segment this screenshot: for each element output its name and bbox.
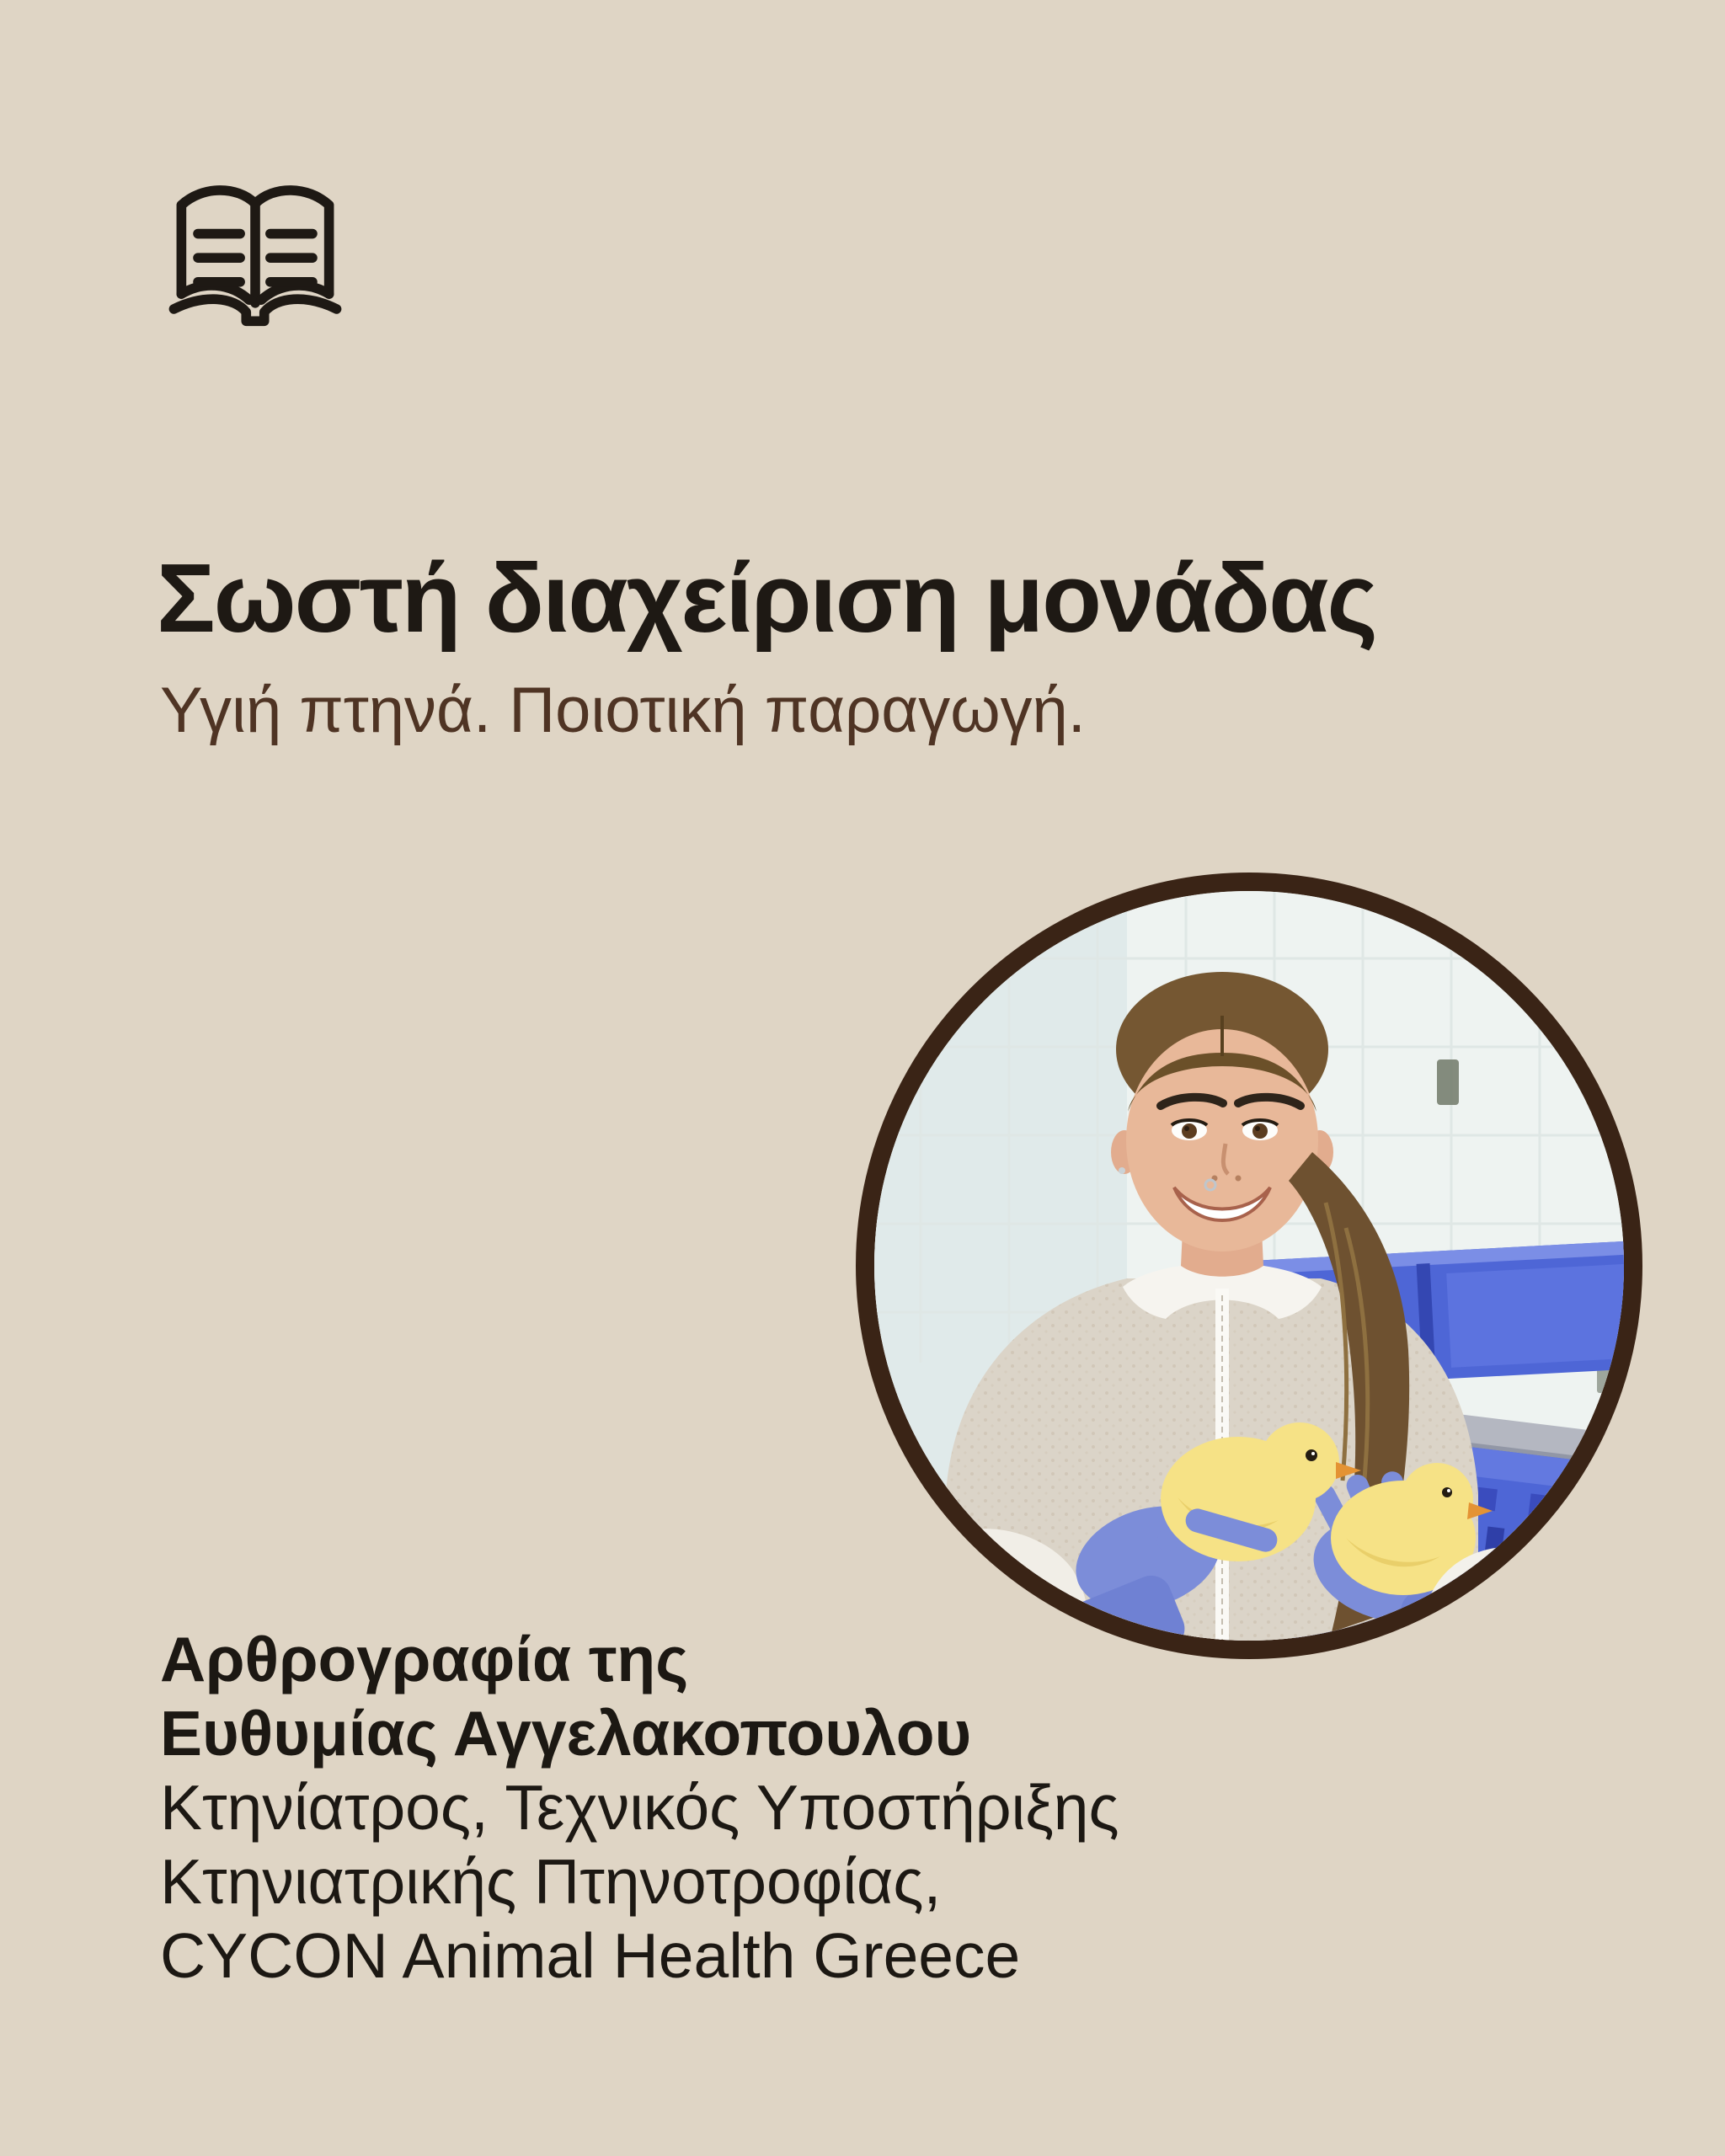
byline-company: CYCON Animal Health Greece [160, 1920, 1021, 1991]
byline-heading: Αρθρογραφία της [160, 1624, 689, 1694]
open-book-icon [160, 173, 350, 330]
byline-role: Κτηνίατρος, Τεχνικός Υποστήριξης [160, 1772, 1119, 1843]
page-subtitle: Υγιή πτηνά. Ποιοτική παραγωγή. [160, 675, 1086, 746]
wall-vent [1437, 1059, 1459, 1105]
byline-author-name: Ευθυμίας Αγγελακοπουλου [160, 1698, 972, 1769]
author-photo-illustration [874, 891, 1624, 1641]
earring [1119, 1167, 1125, 1174]
hair-part [1220, 1016, 1224, 1056]
page-title: Σωστή διαχείριση μονάδας [157, 543, 1376, 653]
book-left-text-lines [198, 234, 240, 282]
byline [160, 1622, 1119, 1993]
author-photo [856, 873, 1642, 1659]
book-right-text-lines [270, 234, 312, 282]
byline-department: Κτηνιατρικής Πτηνοτροφίας, [160, 1846, 942, 1917]
